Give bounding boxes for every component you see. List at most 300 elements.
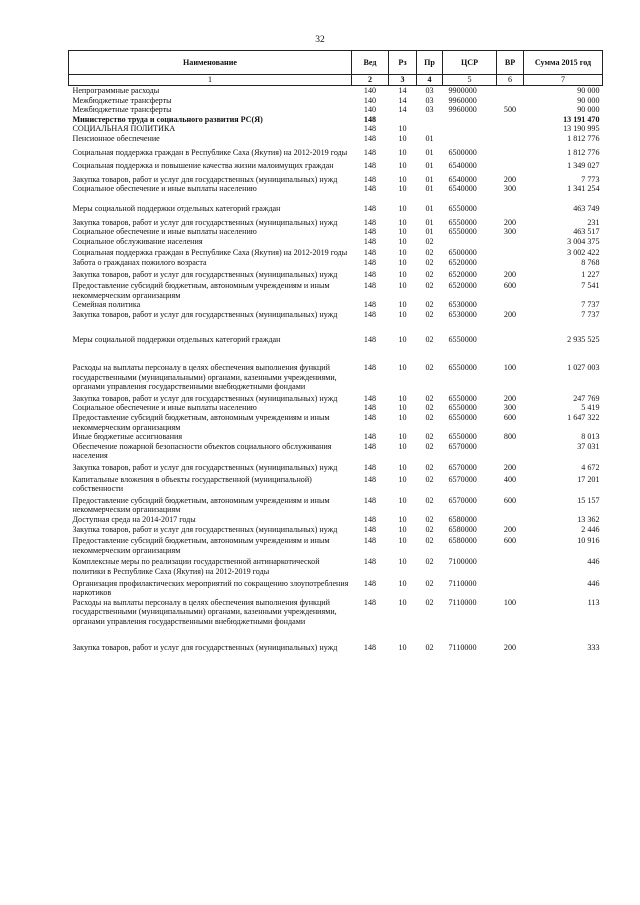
row-rz: 10 <box>398 269 407 279</box>
row-rz: 10 <box>398 441 407 451</box>
row-sum: 113 <box>587 597 600 607</box>
row-name: Меры социальной поддержки отдельных категорий граждан <box>72 203 281 213</box>
row-rz: 10 <box>398 393 407 403</box>
row-rz: 14 <box>398 95 407 105</box>
row-vr <box>497 157 524 171</box>
table-row <box>69 268 603 280</box>
row-csr: 7110000 <box>448 642 477 652</box>
row-rz: 10 <box>398 133 407 143</box>
row-rz: 10 <box>398 642 407 652</box>
row-sum: 5 419 <box>581 403 600 413</box>
row-vr <box>497 555 524 576</box>
table-row <box>69 392 603 404</box>
row-name: Социальная поддержка и повышение качества жизни малоимущих граждан <box>72 161 334 171</box>
row-csr: 6500000 <box>448 147 477 157</box>
row-rz: 10 <box>398 495 407 505</box>
row-pr: 02 <box>425 578 434 588</box>
column-number: 6 <box>497 75 524 86</box>
row-vr <box>497 144 524 158</box>
row-csr: 6570000 <box>448 463 477 472</box>
table-row <box>69 534 603 555</box>
row-pr: 03 <box>425 86 434 95</box>
row-vr: 300 <box>503 184 517 194</box>
row-name: Социальная поддержка граждан в Республике Саха (Якутия) на 2012-2019 годы <box>72 147 348 157</box>
row-vr <box>497 319 524 345</box>
row-csr: 6530000 <box>448 300 477 310</box>
row-ved: 148 <box>363 578 377 588</box>
row-rz: 10 <box>398 335 407 345</box>
header-vr: ВР <box>497 51 524 75</box>
row-ved: 148 <box>363 474 377 484</box>
row-rz: 10 <box>398 536 407 546</box>
row-rz: 10 <box>398 281 407 291</box>
row-sum: 4 672 <box>581 463 600 472</box>
row-ved: 148 <box>363 217 377 227</box>
table-row <box>69 525 603 535</box>
row-vr <box>497 515 524 525</box>
row-name: Доступная среда на 2014-2017 годы <box>72 514 196 524</box>
row-name: Иные бюджетные ассигнования <box>72 432 183 442</box>
row-csr <box>443 134 497 144</box>
row-name: Организация профилактических мероприятий по сокращению злоупотребления наркотиков <box>72 578 349 598</box>
row-vr <box>497 577 524 598</box>
table-row <box>69 413 603 432</box>
row-vr <box>497 246 524 258</box>
row-rz: 10 <box>398 300 407 310</box>
row-csr: 6550000 <box>448 227 477 237</box>
row-sum: 15 157 <box>577 495 600 505</box>
table-row <box>69 310 603 320</box>
row-pr: 03 <box>425 95 434 105</box>
row-csr: 9960000 <box>448 105 477 115</box>
row-name: Социальное обслуживание населения <box>72 236 203 246</box>
row-csr: 6570000 <box>448 495 477 505</box>
row-vr <box>497 300 524 310</box>
row-name: Предоставление субсидий бюджетным, автономным учреждениям и иным некоммерческим организациям <box>72 413 330 432</box>
row-csr: 6580000 <box>448 536 477 546</box>
row-sum: 17 201 <box>577 474 600 484</box>
row-csr: 6550000 <box>448 363 477 373</box>
row-csr: 6570000 <box>448 474 477 484</box>
row-rz: 10 <box>398 257 407 267</box>
row-name: Предоставление субсидий бюджетным, автономным учреждениям и иным некоммерческим организациям <box>72 281 330 300</box>
row-csr: 6540000 <box>448 161 477 171</box>
row-pr: 02 <box>425 403 434 413</box>
row-name: Закупка товаров, работ и услуг для государственных (муниципальных) нужд <box>72 393 338 403</box>
row-sum: 3 002 422 <box>567 248 600 258</box>
row-pr: 02 <box>425 413 434 423</box>
header-name: Наименование <box>69 51 352 75</box>
row-pr: 02 <box>425 474 434 484</box>
row-name: СОЦИАЛЬНАЯ ПОЛИТИКА <box>72 124 176 134</box>
row-csr: 9960000 <box>448 95 477 105</box>
row-csr: 6550000 <box>448 335 477 345</box>
row-rz: 10 <box>398 474 407 484</box>
table-row <box>69 461 603 473</box>
row-vr: 400 <box>503 474 517 484</box>
row-vr: 600 <box>503 495 517 505</box>
row-sum: 90 000 <box>577 95 600 105</box>
row-ved: 148 <box>363 147 377 157</box>
row-name: Предоставление субсидий бюджетным, автономным учреждениям и иным некоммерческим организациям <box>72 495 330 515</box>
row-sum: 3 004 375 <box>567 236 600 246</box>
row-pr: 02 <box>425 536 434 546</box>
row-rz: 10 <box>398 227 407 237</box>
row-ved: 148 <box>363 393 377 403</box>
row-pr: 01 <box>425 203 434 213</box>
row-vr: 300 <box>503 227 517 237</box>
row-rz: 10 <box>398 578 407 588</box>
row-vr: 600 <box>503 536 517 546</box>
table-row <box>69 403 603 413</box>
table-row <box>69 515 603 525</box>
row-pr: 03 <box>425 105 434 115</box>
row-ved: 148 <box>363 557 377 567</box>
row-ved: 148 <box>363 174 377 184</box>
row-ved: 148 <box>363 124 377 134</box>
table-row <box>69 432 603 442</box>
row-name: Министерство труда и социального развития РС(Я) <box>72 114 263 124</box>
row-name: Закупка товаров, работ и услуг для государственных (муниципальных) нужд <box>72 524 338 534</box>
row-name: Социальное обеспечение и иные выплаты населению <box>72 403 257 413</box>
row-pr: 02 <box>425 309 434 319</box>
row-name: Закупка товаров, работ и услуг для государственных (муниципальных) нужд <box>72 309 338 319</box>
row-rz: 10 <box>398 514 407 524</box>
row-csr: 6540000 <box>448 184 477 194</box>
row-vr: 500 <box>503 105 517 115</box>
table-row <box>69 246 603 258</box>
row-sum: 2 446 <box>581 524 600 534</box>
row-csr: 6550000 <box>448 393 477 403</box>
row-pr: 01 <box>425 161 434 171</box>
row-csr: 7110000 <box>448 597 477 607</box>
row-name: Непрограммные расходы <box>72 86 160 95</box>
row-ved: 148 <box>363 463 377 472</box>
row-name: Закупка товаров, работ и услуг для государственных (муниципальных) нужд <box>72 463 338 472</box>
row-rz: 10 <box>398 147 407 157</box>
row-vr <box>497 96 524 106</box>
row-vr: 200 <box>503 269 517 279</box>
row-name: Обеспечение пожарной безопасности объектов социального обслуживания населения <box>72 441 332 461</box>
table-row <box>69 134 603 144</box>
row-sum: 90 000 <box>577 86 600 95</box>
row-sum: 8 768 <box>581 257 600 267</box>
row-vr <box>497 258 524 268</box>
row-name: Пенсионное обеспечение <box>72 133 160 143</box>
row-ved: 148 <box>363 300 377 310</box>
row-rz: 10 <box>398 557 407 567</box>
column-number: 2 <box>352 75 389 86</box>
row-csr: 6550000 <box>448 403 477 413</box>
table-row <box>69 144 603 158</box>
row-sum: 13 191 470 <box>563 114 600 124</box>
row-rz: 10 <box>398 463 407 472</box>
row-sum: 463 749 <box>573 203 600 213</box>
column-number: 7 <box>524 75 603 86</box>
row-vr <box>497 124 524 134</box>
row-pr: 01 <box>425 147 434 157</box>
row-pr: 01 <box>425 227 434 237</box>
row-pr: 02 <box>425 363 434 373</box>
column-number: 4 <box>417 75 443 86</box>
table-row <box>69 115 603 125</box>
row-rz: 10 <box>398 432 407 442</box>
table-row <box>69 598 603 627</box>
row-rz: 10 <box>398 217 407 227</box>
row-sum: 1 812 776 <box>567 147 600 157</box>
row-csr: 6580000 <box>448 514 477 524</box>
row-csr: 6520000 <box>448 269 477 279</box>
row-name: Меры социальной поддержки отдельных категорий граждан <box>72 335 281 345</box>
row-sum: 13 362 <box>577 514 600 524</box>
row-rz: 10 <box>398 248 407 258</box>
table-row <box>69 184 603 194</box>
row-ved: 148 <box>363 269 377 279</box>
row-sum: 7 737 <box>581 309 600 319</box>
row-rz: 10 <box>398 203 407 213</box>
row-csr: 7110000 <box>448 578 477 588</box>
row-csr: 6520000 <box>448 281 477 291</box>
row-pr: 02 <box>425 597 434 607</box>
row-sum: 10 916 <box>577 536 600 546</box>
row-csr: 6550000 <box>448 413 477 423</box>
table-row <box>69 237 603 247</box>
header-pr: Пр <box>417 51 443 75</box>
table-row <box>69 345 603 392</box>
row-name: Закупка товаров, работ и услуг для государственных (муниципальных) нужд <box>72 269 338 279</box>
row-csr <box>443 115 497 125</box>
row-name: Семейная политика <box>72 300 141 310</box>
row-rz: 10 <box>398 236 407 246</box>
row-ved: 148 <box>363 495 377 505</box>
row-vr: 100 <box>503 363 517 373</box>
row-pr: 02 <box>425 495 434 505</box>
row-ved: 140 <box>363 95 377 105</box>
page-number: 32 <box>315 35 325 45</box>
header-csr: ЦСР <box>443 51 497 75</box>
row-pr: 02 <box>425 514 434 524</box>
row-pr: 02 <box>425 441 434 451</box>
table-row <box>69 227 603 237</box>
row-ved: 148 <box>363 161 377 171</box>
row-ved: 148 <box>363 441 377 451</box>
row-sum: 1 027 003 <box>567 363 600 373</box>
row-pr: 02 <box>425 463 434 472</box>
row-vr: 600 <box>503 413 517 423</box>
row-name: Межбюджетные трансферты <box>72 95 172 105</box>
row-vr: 200 <box>503 642 517 652</box>
row-pr: 01 <box>425 174 434 184</box>
row-name: Капитальные вложения в объекты государственной (муниципальной) собственности <box>72 474 312 494</box>
table-row <box>69 171 603 185</box>
row-sum: 247 769 <box>573 393 600 403</box>
table-row <box>69 105 603 115</box>
row-rz: 10 <box>398 363 407 373</box>
row-vr <box>497 115 524 125</box>
row-rz: 10 <box>398 184 407 194</box>
row-pr: 02 <box>425 300 434 310</box>
table-row <box>69 300 603 310</box>
row-vr: 200 <box>503 309 517 319</box>
row-sum: 7 541 <box>581 281 600 291</box>
row-sum: 8 013 <box>581 432 600 442</box>
header-row <box>69 51 603 75</box>
table-row <box>69 555 603 576</box>
column-number-row <box>69 75 603 86</box>
row-name: Закупка товаров, работ и услуг для государственных (муниципальных) нужд <box>72 174 338 184</box>
row-sum: 463 517 <box>573 227 600 237</box>
row-csr: 6540000 <box>448 174 477 184</box>
table-row <box>69 442 603 461</box>
row-sum: 13 190 995 <box>563 124 600 134</box>
row-csr <box>443 124 497 134</box>
row-rz: 10 <box>398 161 407 171</box>
row-rz: 10 <box>398 413 407 423</box>
row-vr: 200 <box>503 174 517 184</box>
row-csr: 6550000 <box>448 217 477 227</box>
row-csr: 6550000 <box>448 203 477 213</box>
row-name: Межбюджетные трансферты <box>72 105 172 115</box>
row-name: Комплексные меры по реализации государственной антинаркотической политики в Республике Саха (Якутия) на 2012-2019 годы <box>72 557 320 576</box>
row-vr <box>497 86 524 96</box>
row-name: Закупка товаров, работ и услуг для государственных (муниципальных) нужд <box>72 217 338 227</box>
row-pr: 01 <box>425 133 434 143</box>
row-ved: 148 <box>363 514 377 524</box>
row-rz: 14 <box>398 86 407 95</box>
row-rz: 10 <box>398 174 407 184</box>
row-sum: 446 <box>587 557 600 567</box>
row-vr: 200 <box>503 393 517 403</box>
row-vr: 200 <box>503 217 517 227</box>
row-rz: 10 <box>398 309 407 319</box>
row-name: Социальная поддержка граждан в Республике Саха (Якутия) на 2012-2019 годы <box>72 248 348 258</box>
row-rz <box>389 115 417 125</box>
header-sum: Сумма 2015 год <box>524 51 603 75</box>
row-ved: 148 <box>363 642 377 652</box>
row-csr: 9900000 <box>448 86 477 95</box>
row-csr: 6550000 <box>448 432 477 442</box>
table-row <box>69 124 603 134</box>
row-ved: 148 <box>363 524 377 534</box>
row-pr: 02 <box>425 393 434 403</box>
row-name: Закупка товаров, работ и услуг для государственных (муниципальных) нужд <box>72 642 338 652</box>
table-row <box>69 258 603 268</box>
table-row <box>69 96 603 106</box>
row-csr <box>443 237 497 247</box>
row-pr <box>417 115 443 125</box>
row-vr: 800 <box>503 432 517 442</box>
row-sum: 7 773 <box>581 174 600 184</box>
row-sum: 1 349 027 <box>567 161 600 171</box>
row-rz: 10 <box>398 597 407 607</box>
row-ved: 148 <box>363 114 377 124</box>
row-sum: 1 812 776 <box>567 133 600 143</box>
column-number: 1 <box>69 75 352 86</box>
row-ved: 148 <box>363 203 377 213</box>
row-csr: 6520000 <box>448 257 477 267</box>
row-ved: 148 <box>363 184 377 194</box>
row-ved: 148 <box>363 403 377 413</box>
row-pr: 02 <box>425 248 434 258</box>
table-row <box>69 627 603 653</box>
row-ved: 148 <box>363 597 377 607</box>
row-sum: 90 000 <box>577 105 600 115</box>
row-rz: 10 <box>398 403 407 413</box>
header-rz: Рз <box>389 51 417 75</box>
row-ved: 148 <box>363 248 377 258</box>
row-pr: 02 <box>425 257 434 267</box>
table-row <box>69 157 603 171</box>
row-ved: 148 <box>363 227 377 237</box>
row-name: Предоставление субсидий бюджетным, автономным учреждениям и иным некоммерческим организациям <box>72 536 330 555</box>
row-name: Забота о гражданах пожилого возраста <box>72 257 207 267</box>
row-pr: 02 <box>425 269 434 279</box>
row-csr: 7100000 <box>448 557 477 567</box>
row-csr: 6580000 <box>448 524 477 534</box>
row-ved: 148 <box>363 236 377 246</box>
row-name: Расходы на выплаты персоналу в целях обеспечения выполнения функций государственными (муниципальными) органами, казенными учреждениями, органами управления государственными внебюджетными фондами <box>72 597 337 626</box>
row-vr: 300 <box>503 403 517 413</box>
table-row <box>69 319 603 345</box>
row-ved: 148 <box>363 413 377 423</box>
column-number: 5 <box>443 75 497 86</box>
row-pr: 02 <box>425 524 434 534</box>
table-row <box>69 494 603 515</box>
row-sum: 1 227 <box>581 269 600 279</box>
row-pr: 02 <box>425 642 434 652</box>
row-rz: 10 <box>398 124 407 134</box>
table-row <box>69 473 603 494</box>
row-ved: 148 <box>363 309 377 319</box>
row-pr: 01 <box>425 217 434 227</box>
row-pr: 02 <box>425 236 434 246</box>
row-vr <box>497 237 524 247</box>
row-pr: 02 <box>425 557 434 567</box>
row-vr: 600 <box>503 281 517 291</box>
table-row <box>69 194 603 214</box>
row-vr <box>497 442 524 461</box>
row-rz: 14 <box>398 105 407 115</box>
table-row <box>69 279 603 300</box>
row-pr: 02 <box>425 281 434 291</box>
budget-table <box>68 50 603 652</box>
row-ved: 148 <box>363 133 377 143</box>
row-rz: 10 <box>398 524 407 534</box>
row-vr <box>497 134 524 144</box>
row-csr: 6570000 <box>448 441 477 451</box>
row-sum: 1 341 254 <box>567 184 600 194</box>
row-sum: 37 031 <box>577 441 600 451</box>
row-vr <box>497 194 524 214</box>
row-pr <box>417 124 443 134</box>
row-sum: 2 935 525 <box>567 335 600 345</box>
column-number: 3 <box>389 75 417 86</box>
row-vr: 100 <box>503 597 517 607</box>
row-ved: 148 <box>363 281 377 291</box>
row-ved: 148 <box>363 536 377 546</box>
row-ved: 148 <box>363 335 377 345</box>
row-ved: 140 <box>363 86 377 95</box>
row-pr: 01 <box>425 184 434 194</box>
row-sum: 333 <box>587 642 600 652</box>
row-ved: 148 <box>363 363 377 373</box>
row-vr: 200 <box>503 524 517 534</box>
row-pr: 02 <box>425 335 434 345</box>
row-sum: 7 737 <box>581 300 600 310</box>
row-ved: 140 <box>363 105 377 115</box>
row-name: Социальное обеспечение и иные выплаты населению <box>72 184 257 194</box>
header-ved: Вед <box>352 51 389 75</box>
